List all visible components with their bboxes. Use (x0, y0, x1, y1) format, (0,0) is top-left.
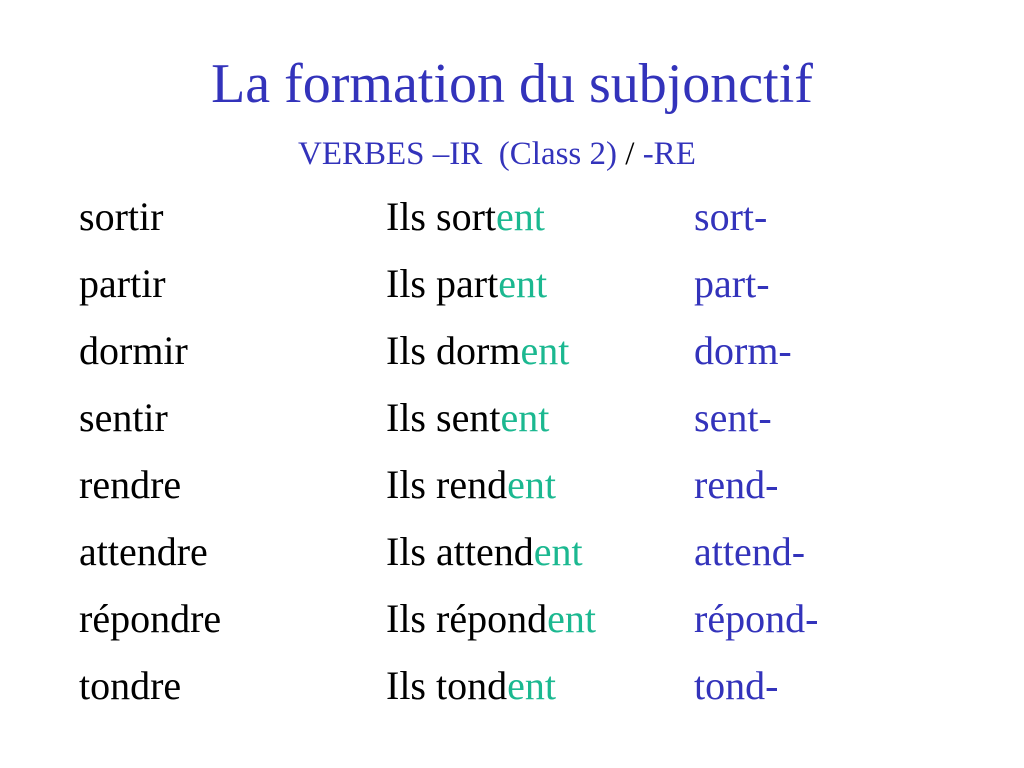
ils-form (386, 257, 547, 311)
subjunctive-stem: dorm- (694, 328, 792, 373)
ils-form-ending: ent (520, 328, 570, 373)
subjunctive-stem: sort- (694, 194, 768, 239)
ils-form-ending: ent (498, 261, 548, 306)
ils-form (386, 659, 556, 713)
subjunctive-stem: tond- (694, 663, 779, 708)
ils-form-prefix: Ils part (386, 261, 499, 306)
slide-title: La formation du subjonctif (211, 53, 813, 115)
ils-form-ending: ent (507, 462, 556, 507)
infinitive: attendre (79, 529, 208, 574)
ils-form-ending: ent (500, 395, 550, 440)
ils-form-prefix: Ils répond (386, 596, 548, 641)
ils-form-prefix: Ils sent (386, 395, 501, 440)
subjunctive-stem: sent- (694, 395, 772, 440)
subjunctive-stem: répond- (694, 596, 819, 641)
ils-form (386, 525, 583, 579)
verb-row (0, 525, 1024, 592)
verb-row (0, 257, 1024, 324)
ils-form-prefix: Ils sort (386, 194, 496, 239)
subtitle-slash: / (625, 136, 635, 172)
ils-form (386, 324, 569, 378)
infinitive: rendre (79, 462, 182, 507)
ils-form-prefix: Ils attend (386, 529, 534, 574)
ils-form-ending: ent (533, 529, 583, 574)
verb-row (0, 659, 1024, 726)
infinitive: sentir (79, 395, 168, 440)
infinitive: dormir (79, 328, 188, 373)
infinitive: tondre (79, 663, 182, 708)
ils-form (386, 458, 556, 512)
verb-row (0, 458, 1024, 525)
ils-form (386, 592, 596, 646)
infinitive: sortir (79, 194, 164, 239)
ils-form (386, 190, 545, 244)
infinitive: partir (79, 261, 166, 306)
verb-row (0, 592, 1024, 659)
ils-form-ending: ent (496, 194, 545, 239)
ils-form-prefix: Ils tond (386, 663, 508, 708)
ils-form-ending: ent (547, 596, 596, 641)
subjunctive-stem: attend- (694, 529, 806, 574)
ils-form-ending: ent (507, 663, 556, 708)
slide-subtitle (298, 134, 696, 174)
verb-row (0, 391, 1024, 458)
infinitive: répondre (79, 596, 222, 641)
ils-form-prefix: Ils dorm (386, 328, 521, 373)
subjunctive-stem: part- (694, 261, 770, 306)
verb-row (0, 324, 1024, 391)
subtitle-re: -RE (634, 136, 696, 172)
subtitle-text: VERBES –IR (Class 2) (298, 136, 626, 172)
verb-row (0, 190, 1024, 257)
ils-form-prefix: Ils rend (386, 462, 508, 507)
verb-table (0, 190, 1024, 726)
ils-form (386, 391, 549, 445)
subjunctive-stem: rend- (694, 462, 779, 507)
